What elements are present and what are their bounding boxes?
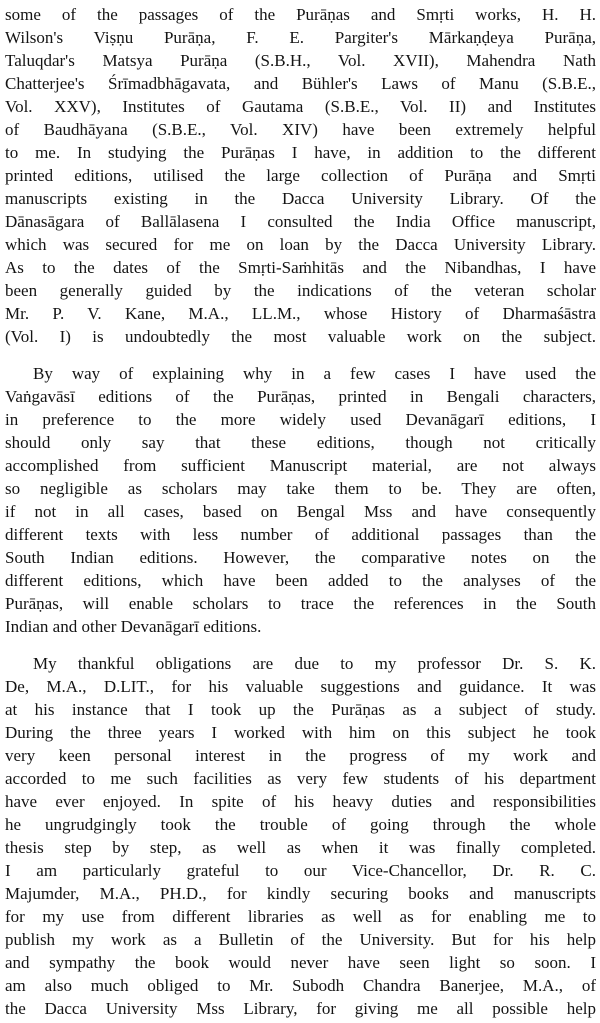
- text-line: different texts with less number of additional passages than the: [5, 525, 596, 544]
- text-line: By way of explaining why in a few cases I have used the: [33, 364, 596, 383]
- text-line: very keen personal interest in the progress of my work and: [5, 746, 596, 765]
- text-line: During the three years I worked with him on this subject he took: [5, 723, 596, 742]
- paragraph-gap: [5, 638, 596, 652]
- text-line: South Indian editions. However, the comparative notes on the: [5, 548, 596, 567]
- text-line: in preference to the more widely used Devanāgarī editions, I: [5, 410, 596, 429]
- text-line: for my use from different libraries as well as for enabling me to: [5, 907, 596, 926]
- text-line: Wilson's Viṣṇu Purāṇa, F. E. Pargiter's Mārkaṇḍeya Purāṇa,: [5, 28, 596, 47]
- text-line: manuscripts existing in the Dacca University Library. Of the: [5, 189, 596, 208]
- text-line: accorded to me such facilities as very few students of his department: [5, 769, 596, 788]
- text-line: My thankful obligations are due to my professor Dr. S. K.: [33, 654, 596, 673]
- paragraph-1: [5, 3, 596, 348]
- text-line: different editions, which have been added to the analyses of the: [5, 571, 596, 590]
- text-line: the Dacca University Mss Library, for giving me all possible help: [5, 999, 596, 1018]
- text-line: thesis step by step, as well as when it was finally completed.: [5, 838, 596, 857]
- text-line: if not in all cases, based on Bengal Mss and have consequently: [5, 502, 596, 521]
- text-line: am also much obliged to Mr. Subodh Chandra Banerjee, M.A., of: [5, 976, 596, 995]
- text-line: to me. In studying the Purāṇas I have, in addition to the different: [5, 143, 596, 162]
- text-line: accomplished from sufficient Manuscript material, are not always: [5, 456, 596, 475]
- text-line: he ungrudgingly took the trouble of going through the whole: [5, 815, 596, 834]
- text-line: I am particularly grateful to our Vice-Chancellor, Dr. R. C.: [5, 861, 596, 880]
- text-line: As to the dates of the Smṛti-Saṁhitās and the Nibandhas, I have: [5, 258, 596, 277]
- text-line: Indian and other Devanāgarī editions.: [5, 617, 262, 636]
- text-line: Vaṅgavāsī editions of the Purāṇas, printed in Bengali characters,: [5, 387, 596, 406]
- text-line: Chatterjee's Śrīmadbhāgavata, and Bühler's Laws of Manu (S.B.E.,: [5, 74, 596, 93]
- paragraph-gap: [5, 348, 596, 362]
- text-line: publish my work as a Bulletin of the University. But for his help: [5, 930, 596, 949]
- text-line: Vol. XXV), Institutes of Gautama (S.B.E., Vol. II) and Institutes: [5, 97, 596, 116]
- text-line: De, M.A., D.LIT., for his valuable suggestions and guidance. It was: [5, 677, 596, 696]
- text-line: of Baudhāyana (S.B.E., Vol. XIV) have been extremely helpful: [5, 120, 596, 139]
- text-line: Dānasāgara of Ballālasena I consulted the India Office manuscript,: [5, 212, 596, 231]
- text-line: at his instance that I took up the Purāṇas as a subject of study.: [5, 700, 596, 719]
- text-line: Majumder, M.A., PH.D., for kindly securing books and manuscripts: [5, 884, 596, 903]
- text-line: should only say that these editions, though not critically: [5, 433, 596, 452]
- text-line: Taluqdar's Matsya Purāṇa (S.B.H., Vol. XVII), Mahendra Nath: [5, 51, 596, 70]
- text-line: so negligible as scholars may take them to be. They are often,: [5, 479, 596, 498]
- paragraph-2: [5, 362, 596, 638]
- text-line: and sympathy the book would never have seen light so soon. I: [5, 953, 596, 972]
- text-line: have ever enjoyed. In spite of his heavy duties and responsibilities: [5, 792, 596, 811]
- text-line: Purāṇas, will enable scholars to trace the references in the South: [5, 594, 596, 613]
- text-line: Mr. P. V. Kane, M.A., LL.M., whose History of Dharmaśāstra: [5, 304, 596, 323]
- text-line: been generally guided by the indications of the veteran scholar: [5, 281, 596, 300]
- text-line: some of the passages of the Purāṇas and Smṛti works, H. H.: [5, 5, 596, 24]
- text-line: (Vol. I) is undoubtedly the most valuable work on the subject.: [5, 327, 596, 346]
- paragraph-3: [5, 652, 596, 1020]
- text-line: which was secured for me on loan by the Dacca University Library.: [5, 235, 596, 254]
- text-line: printed editions, utilised the large collection of Purāṇa and Smṛti: [5, 166, 596, 185]
